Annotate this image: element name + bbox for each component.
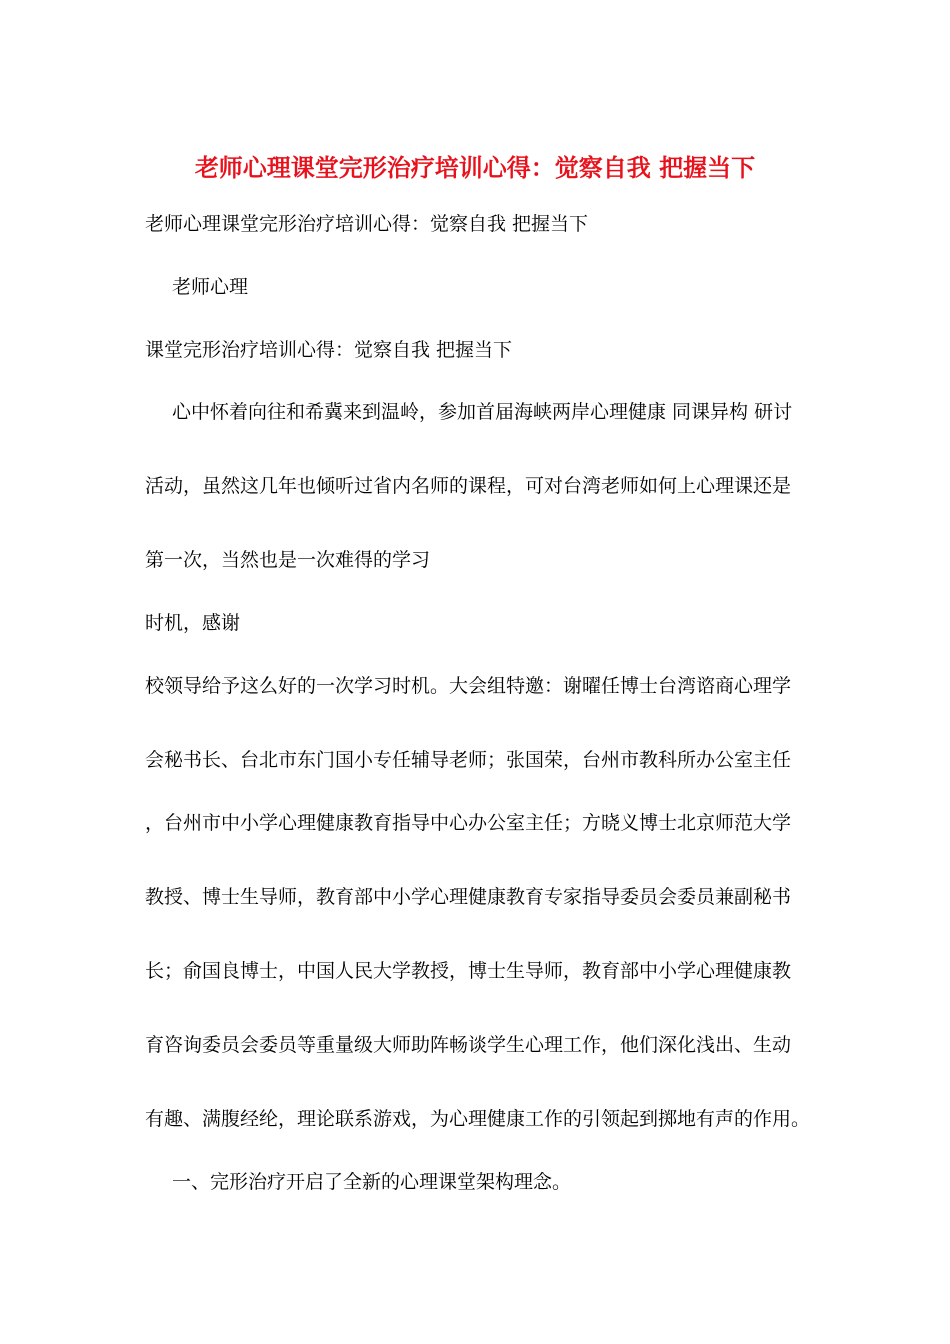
body-line: 老师心理 (172, 276, 249, 298)
body-paragraph-line: 长；俞国良博士，中国人民大学教授，博士生导师，教育部中小学心理健康教 (145, 960, 792, 982)
body-paragraph-line: 活动，虽然这几年也倾听过省内名师的课程，可对台湾老师如何上心理课还是 (145, 475, 792, 497)
body-line: 课堂完形治疗培训心得：觉察自我 把握当下 (145, 339, 513, 361)
body-paragraph-line: 育咨询委员会委员等重量级大师助阵畅谈学生心理工作，他们深化浅出、生动 (145, 1034, 792, 1056)
body-paragraph-line: 时机，感谢 (145, 612, 241, 634)
body-paragraph-line: 心中怀着向往和希冀来到温岭，参加首届海峡两岸心理健康 同课异构 研讨 (172, 401, 793, 423)
body-paragraph-line: 校领导给予这么好的一次学习时机。大会组特邀：谢曜任博士台湾谘商心理学 (145, 675, 792, 697)
document-title: 老师心理课堂完形治疗培训心得：觉察自我 把握当下 (194, 153, 756, 182)
body-paragraph-line: 教授、博士生导师，教育部中小学心理健康教育专家指导委员会委员兼副秘书 (145, 886, 792, 908)
body-paragraph-line: ，台州市中小学心理健康教育指导中心办公室主任；方晓义博士北京师范大学 (145, 812, 792, 834)
body-paragraph-line: 第一次，当然也是一次难得的学习 (145, 549, 431, 571)
body-paragraph-line: 有趣、满腹经纶，理论联系游戏，为心理健康工作的引领起到掷地有声的作用。 (145, 1108, 811, 1130)
body-paragraph-line: 会秘书长、台北市东门国小专任辅导老师；张国荣，台州市教科所办公室主任 (145, 749, 792, 771)
section-heading: 一、完形治疗开启了全新的心理课堂架构理念。 (172, 1171, 572, 1193)
body-line-subtitle: 老师心理课堂完形治疗培训心得：觉察自我 把握当下 (145, 213, 589, 235)
